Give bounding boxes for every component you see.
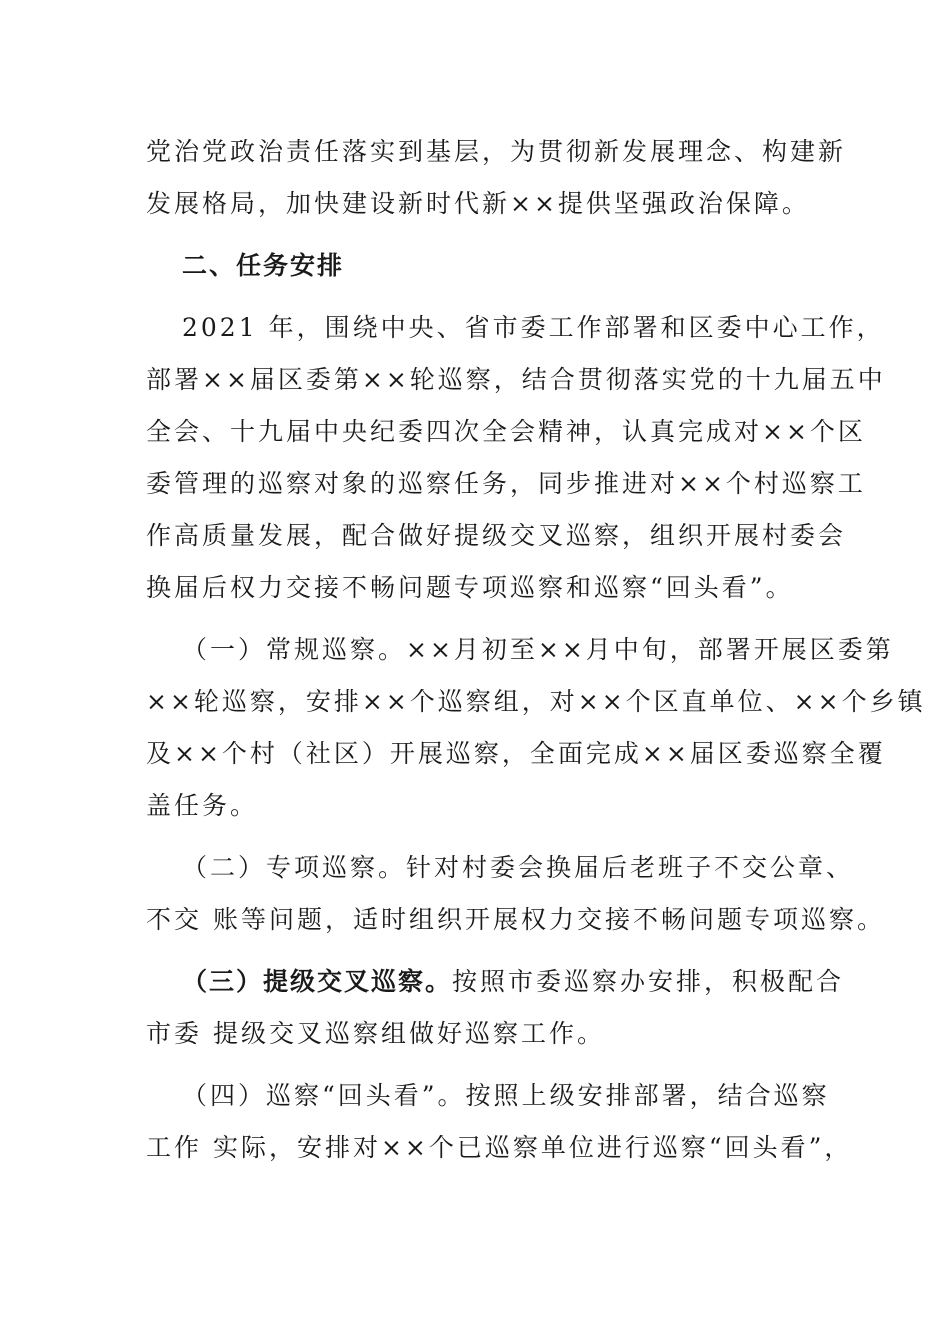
intro-paragraph bbox=[146, 126, 847, 230]
text-line: （四）巡察“回头看”。按照上级安排部署，结合巡察 bbox=[182, 1081, 830, 1110]
text-line: 盖任务。 bbox=[146, 791, 259, 820]
text-line bbox=[146, 956, 845, 1008]
text-line: 市委 提级交叉巡察组做好巡察工作。 bbox=[146, 1019, 605, 1048]
text-line: 党治党政治责任落实到基层，为贯彻新发展理念、构建新 bbox=[146, 137, 847, 166]
item-regular-inspection bbox=[146, 624, 926, 832]
item-lookback bbox=[146, 1070, 853, 1174]
text-line: 不交 账等问题，适时组织开展权力交接不畅问题专项巡察。 bbox=[146, 905, 885, 934]
text-line: 部署××届区委第××轮巡察，结合贯彻落实党的十九届五中 bbox=[146, 365, 886, 394]
text-line: 全会、十九届中央纪委四次全会精神，认真完成对××个区 bbox=[146, 417, 866, 446]
text-line: ××轮巡察，安排××个巡察组，对××个区直单位、××个乡镇 bbox=[146, 687, 926, 716]
text-line: 工作 实际，安排对××个已巡察单位进行巡察“回头看”， bbox=[146, 1133, 853, 1162]
text-line: 2021 年，围绕中央、省市委工作部署和区委中心工作， bbox=[182, 313, 885, 342]
text-line: （一）常规巡察。××月初至××月中旬，部署开展区委第 bbox=[182, 635, 894, 664]
text-line: （二）专项巡察。针对村委会换届后老班子不交公章、 bbox=[182, 853, 855, 882]
document-body bbox=[146, 126, 926, 1184]
text-line: 发展格局，加快建设新时代新××提供坚强政治保障。 bbox=[146, 189, 810, 218]
item-cross-inspection bbox=[146, 956, 845, 1060]
text-line: 作高质量发展，配合做好提级交叉巡察，组织开展村委会 bbox=[146, 521, 847, 550]
text-line: 委管理的巡察对象的巡察任务，同步推进对××个村巡察工 bbox=[146, 469, 866, 498]
text-line: 换届后权力交接不畅问题专项巡察和巡察“回头看”。 bbox=[146, 573, 794, 602]
item-special-inspection bbox=[146, 842, 885, 946]
item-lead: （三）提级交叉巡察。 bbox=[182, 967, 453, 996]
section-heading: 二、任务安排 bbox=[182, 251, 345, 280]
text-line: 及××个村（社区）开展巡察，全面完成××届区委巡察全覆 bbox=[146, 739, 886, 768]
overview-paragraph bbox=[146, 302, 886, 614]
item-text: 按照市委巡察办安排，积极配合 bbox=[452, 967, 845, 996]
